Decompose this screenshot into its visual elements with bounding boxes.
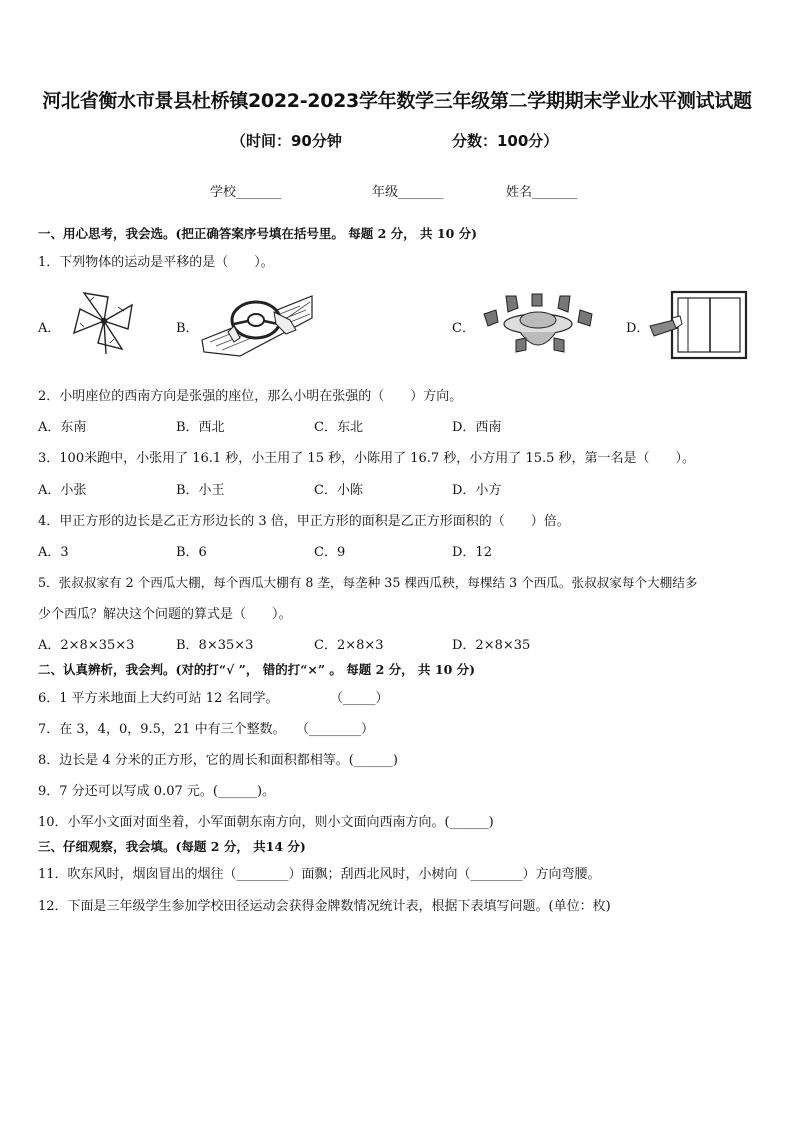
grade-field: 年级_______ bbox=[372, 185, 444, 200]
q4-option-b: B．6 bbox=[176, 545, 207, 560]
q2-option-a: A．东南 bbox=[38, 420, 87, 435]
q1-option-b: B． bbox=[176, 321, 199, 336]
q7-answer-blank: （________） bbox=[296, 722, 375, 737]
question-4: 4．甲正方形的边长是乙正方形边长的 3 倍，甲正方形的面积是乙正方形面积的（ ）倍。 bbox=[38, 514, 570, 529]
section-1-header: 一、用心思考，我会选。(把正确答案序号填在括号里。 每题 2 分， 共 10 分) bbox=[38, 226, 478, 241]
question-8: 8．边长是 4 分米的正方形，它的周长和面积都相等。(______) bbox=[38, 753, 398, 768]
q1-option-c: C． bbox=[452, 321, 475, 336]
question-2: 2．小明座位的西南方向是张强的座位，那么小明在张强的（ ）方向。 bbox=[38, 389, 463, 404]
q3-option-b: B．小王 bbox=[176, 483, 225, 498]
section-3-header: 三、仔细观察，我会填。(每题 2 分， 共14 分) bbox=[38, 839, 306, 854]
question-5-line-1: 5．张叔叔家有 2 个西瓜大棚，每个西瓜大棚有 8 垄，每垄种 35 棵西瓜秧，每棵结 3 个西瓜。张叔叔家每个大棚结多 bbox=[38, 575, 698, 590]
section-2-header: 二、认真辨析，我会判。(对的打“√ ”， 错的打“×” 。 每题 2 分， 共 10 分) bbox=[38, 662, 476, 677]
q1-option-d: D． bbox=[626, 321, 650, 336]
exam-score: 分数：100分） bbox=[452, 132, 559, 150]
q5-option-c: C．2×8×3 bbox=[314, 638, 384, 653]
question-5-line-2: 少个西瓜？解决这个问题的算式是（ ）。 bbox=[38, 607, 292, 622]
exam-time: （时间：90分钟 bbox=[231, 132, 342, 150]
name-field: 姓名_______ bbox=[506, 185, 578, 200]
question-10: 10．小军小文面对面坐着，小军面朝东南方向，则小文面向西南方向。(______) bbox=[38, 815, 494, 830]
question-1: 1．下列物体的运动是平移的是（ ）。 bbox=[38, 255, 274, 270]
q4-option-a: A．3 bbox=[38, 545, 69, 560]
question-9: 9．7 分还可以写成 0.07 元。(______)。 bbox=[38, 784, 276, 799]
pinwheel-icon bbox=[70, 287, 136, 355]
question-3: 3．100米跑中，小张用了 16.1 秒，小王用了 15 秒，小陈用了 16.7 秒，小方用了 15.5 秒，第一名是（ ）。 bbox=[38, 451, 696, 466]
q1-option-a: A． bbox=[38, 321, 61, 336]
question-12: 12．下面是三年级学生参加学校田径运动会获得金牌数情况统计表，根据下表填写问题。(单位：枚) bbox=[38, 899, 611, 914]
steering-wheel-icon bbox=[200, 290, 314, 358]
carousel-icon bbox=[476, 292, 606, 358]
question-11: 11．吹东风时，烟囱冒出的烟往（________）面飘；刮西北风时，小树向（________）方向弯腰。 bbox=[38, 867, 601, 882]
question-6: 6．1 平方米地面上大约可站 12 名同学。 bbox=[38, 691, 279, 706]
q4-option-c: C．9 bbox=[314, 545, 346, 560]
question-7: 7．在 3，4，0，9.5，21 中有三个整数。 bbox=[38, 722, 286, 737]
page-title: 河北省衡水市景县杜桥镇2022-2023学年数学三年级第二学期期末学业水平测试试题 bbox=[42, 90, 752, 112]
q5-option-b: B．8×35×3 bbox=[176, 638, 254, 653]
q6-answer-blank: （_____） bbox=[330, 691, 389, 706]
q3-option-c: C．小陈 bbox=[314, 483, 363, 498]
q3-option-a: A．小张 bbox=[38, 483, 87, 498]
q5-option-d: D．2×8×35 bbox=[452, 638, 531, 653]
q3-option-d: D．小方 bbox=[452, 483, 502, 498]
q2-option-b: B．西北 bbox=[176, 420, 225, 435]
q2-option-d: D．西南 bbox=[452, 420, 502, 435]
q4-option-d: D．12 bbox=[452, 545, 492, 560]
school-field: 学校_______ bbox=[210, 185, 282, 200]
q2-option-c: C．东北 bbox=[314, 420, 363, 435]
sliding-window-icon bbox=[648, 290, 752, 360]
q5-option-a: A．2×8×35×3 bbox=[38, 638, 135, 653]
